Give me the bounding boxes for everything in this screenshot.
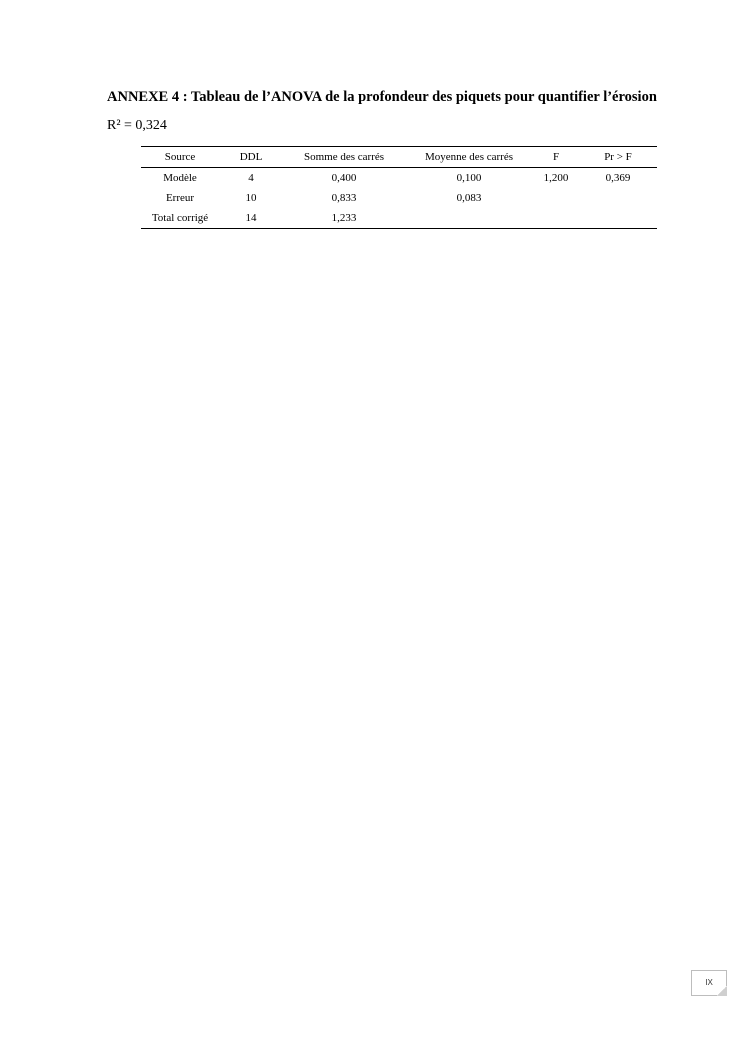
cell-ddl: 10	[245, 192, 257, 204]
header-source: Source	[164, 151, 196, 163]
cell-source: Erreur	[165, 192, 195, 204]
anova-table-header	[141, 147, 657, 168]
cell-mean-squares	[405, 208, 533, 229]
table-row	[141, 168, 657, 189]
header-row	[141, 147, 657, 168]
cell-source: Total corrigé	[151, 212, 209, 224]
cell-p-value	[579, 208, 657, 229]
cell-sum-of-squares: 0,400	[331, 172, 357, 184]
cell-mean-squares: 0,100	[456, 172, 482, 184]
table-row	[141, 188, 657, 208]
cell-f: 1,200	[543, 172, 569, 184]
header-sum-of-squares: Somme des carrés	[303, 151, 385, 163]
r-squared-value: R² = 0,324	[107, 118, 167, 133]
header-mean-squares: Moyenne des carrés	[425, 151, 513, 163]
cell-source: Modèle	[163, 172, 197, 184]
anova-table-body	[141, 168, 657, 229]
cell-f	[533, 188, 579, 208]
page-number: IX	[705, 978, 713, 987]
header-ddl: DDL	[239, 151, 263, 163]
cell-p-value	[579, 188, 657, 208]
cell-sum-of-squares: 0,833	[331, 192, 357, 204]
cell-p-value: 0,369	[605, 172, 631, 184]
cell-f	[533, 208, 579, 229]
header-f: F	[552, 151, 560, 163]
cell-sum-of-squares: 1,233	[331, 212, 357, 224]
cell-ddl: 14	[245, 212, 257, 224]
annex-title: ANNEXE 4 : Tableau de l’ANOVA de la profondeur des piquets pour quantifier l’érosion	[107, 89, 657, 105]
page-curl-icon	[717, 986, 727, 996]
page-number-box	[691, 970, 727, 996]
table-row	[141, 208, 657, 229]
cell-mean-squares: 0,083	[456, 192, 482, 204]
cell-ddl: 4	[248, 172, 254, 184]
header-p-value: Pr > F	[604, 151, 632, 163]
anova-table	[141, 146, 657, 229]
